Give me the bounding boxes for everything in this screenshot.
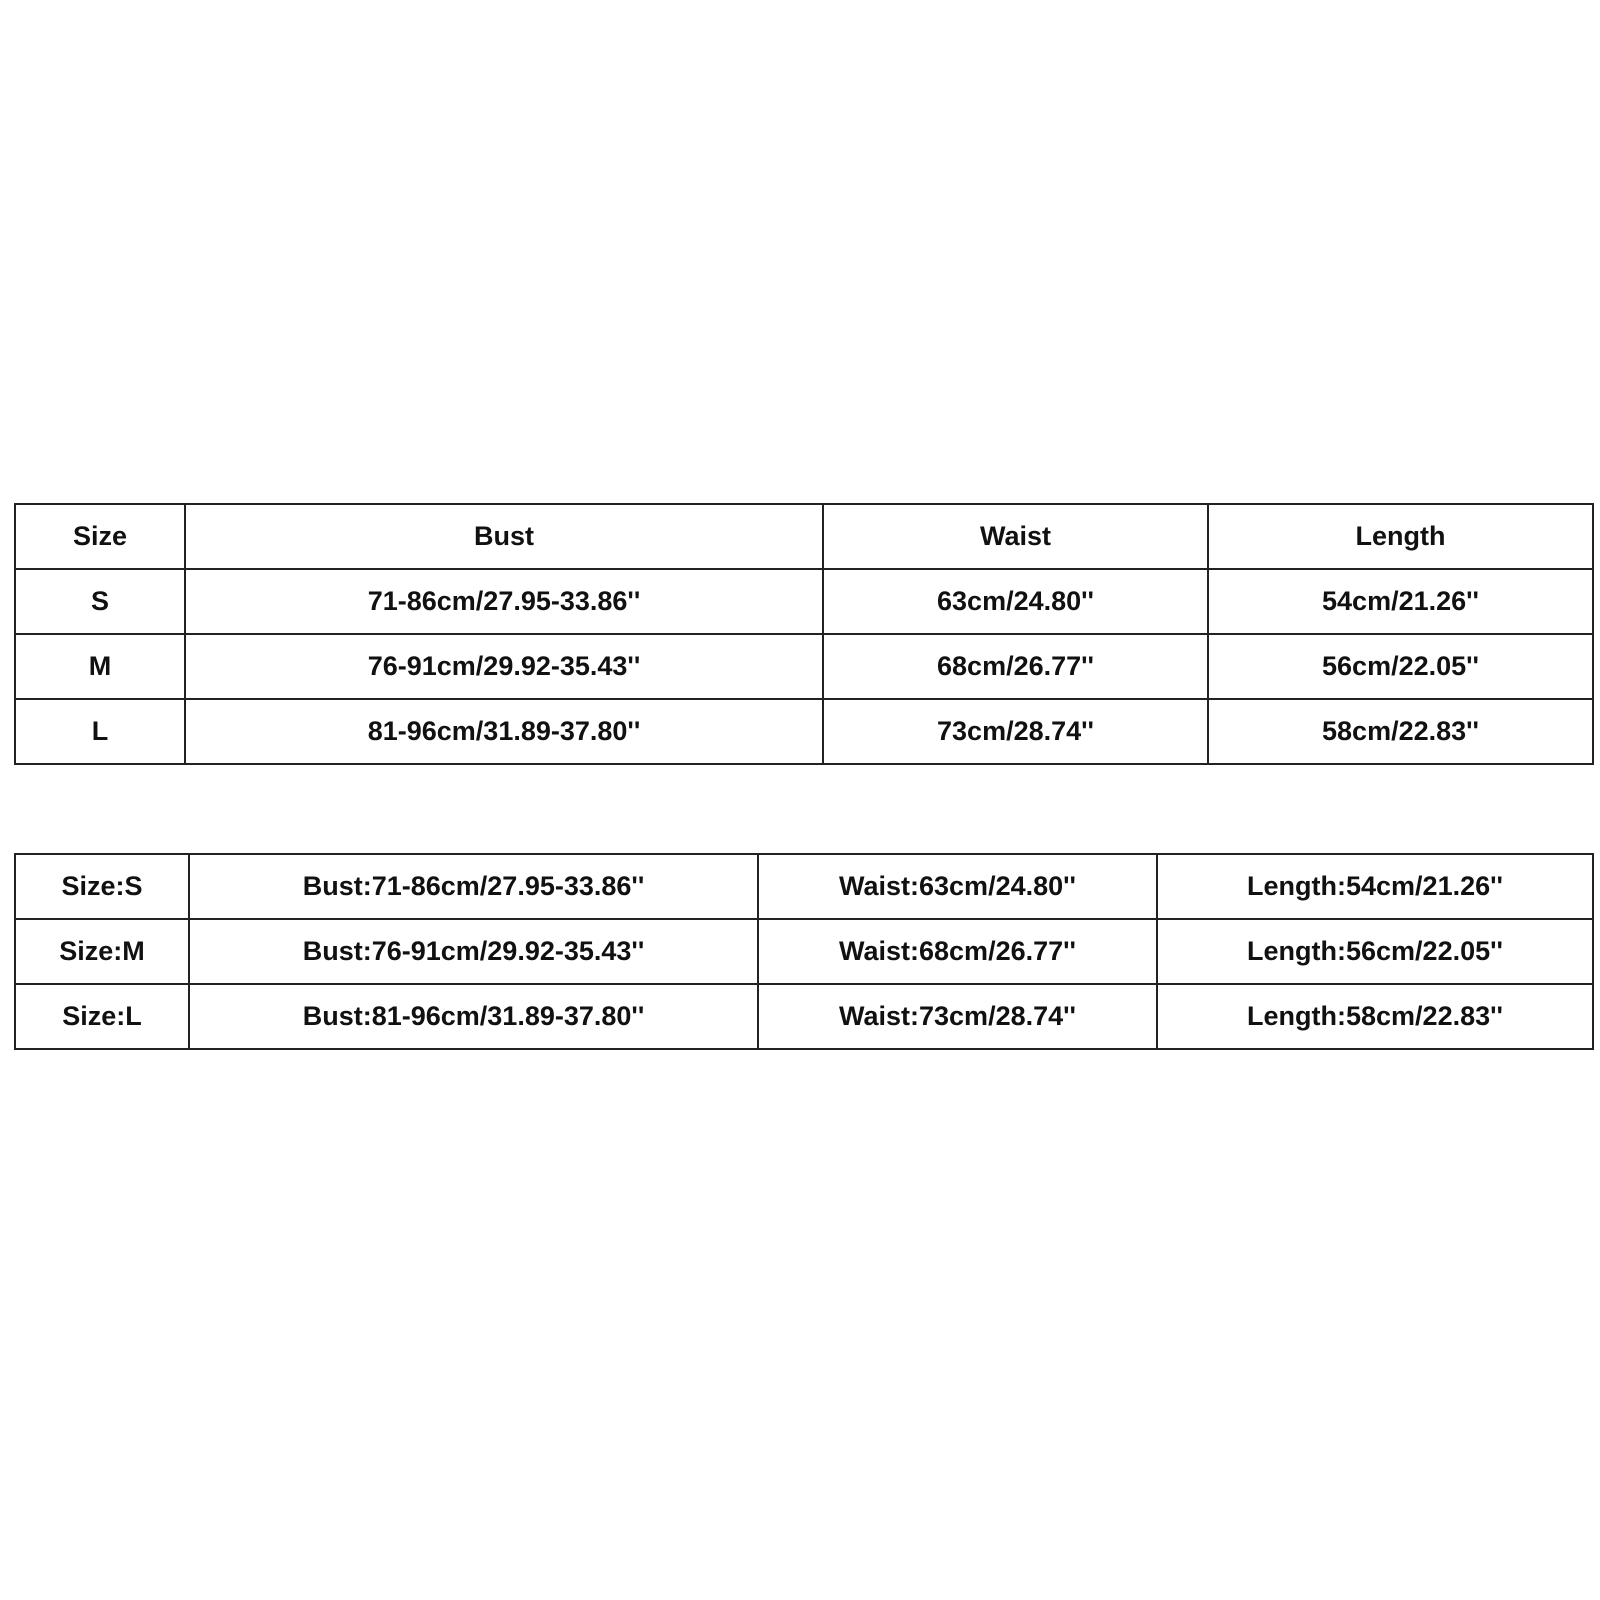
length-cell: Length:54cm/21.26'' [1157,854,1593,919]
table-row [15,634,1593,699]
bust-cell: Bust:76-91cm/29.92-35.43'' [189,919,758,984]
header-cell-bust: Bust [185,504,823,569]
table-row [15,919,1593,984]
bust-cell: Bust:71-86cm/27.95-33.86'' [189,854,758,919]
bust-cell: 81-96cm/31.89-37.80'' [185,699,823,764]
header-cell-waist: Waist [823,504,1208,569]
length-cell: 58cm/22.83'' [1208,699,1593,764]
waist-cell: 63cm/24.80'' [823,569,1208,634]
waist-cell: 68cm/26.77'' [823,634,1208,699]
waist-cell: Waist:73cm/28.74'' [758,984,1157,1049]
size-cell: Size:M [15,919,189,984]
size-cell: M [15,634,185,699]
table-row [15,699,1593,764]
table-header-row [15,504,1593,569]
table-row [15,854,1593,919]
length-cell: 54cm/21.26'' [1208,569,1593,634]
size-cell: L [15,699,185,764]
waist-cell: Waist:68cm/26.77'' [758,919,1157,984]
header-cell-size: Size [15,504,185,569]
header-cell-length: Length [1208,504,1593,569]
size-list-table [14,853,1594,1050]
length-cell: 56cm/22.05'' [1208,634,1593,699]
table-row [15,984,1593,1049]
size-cell: S [15,569,185,634]
length-cell: Length:58cm/22.83'' [1157,984,1593,1049]
waist-cell: 73cm/28.74'' [823,699,1208,764]
table-row [15,569,1593,634]
size-cell: Size:S [15,854,189,919]
size-cell: Size:L [15,984,189,1049]
waist-cell: Waist:63cm/24.80'' [758,854,1157,919]
size-chart-table [14,503,1594,765]
length-cell: Length:56cm/22.05'' [1157,919,1593,984]
bust-cell: Bust:81-96cm/31.89-37.80'' [189,984,758,1049]
bust-cell: 76-91cm/29.92-35.43'' [185,634,823,699]
bust-cell: 71-86cm/27.95-33.86'' [185,569,823,634]
